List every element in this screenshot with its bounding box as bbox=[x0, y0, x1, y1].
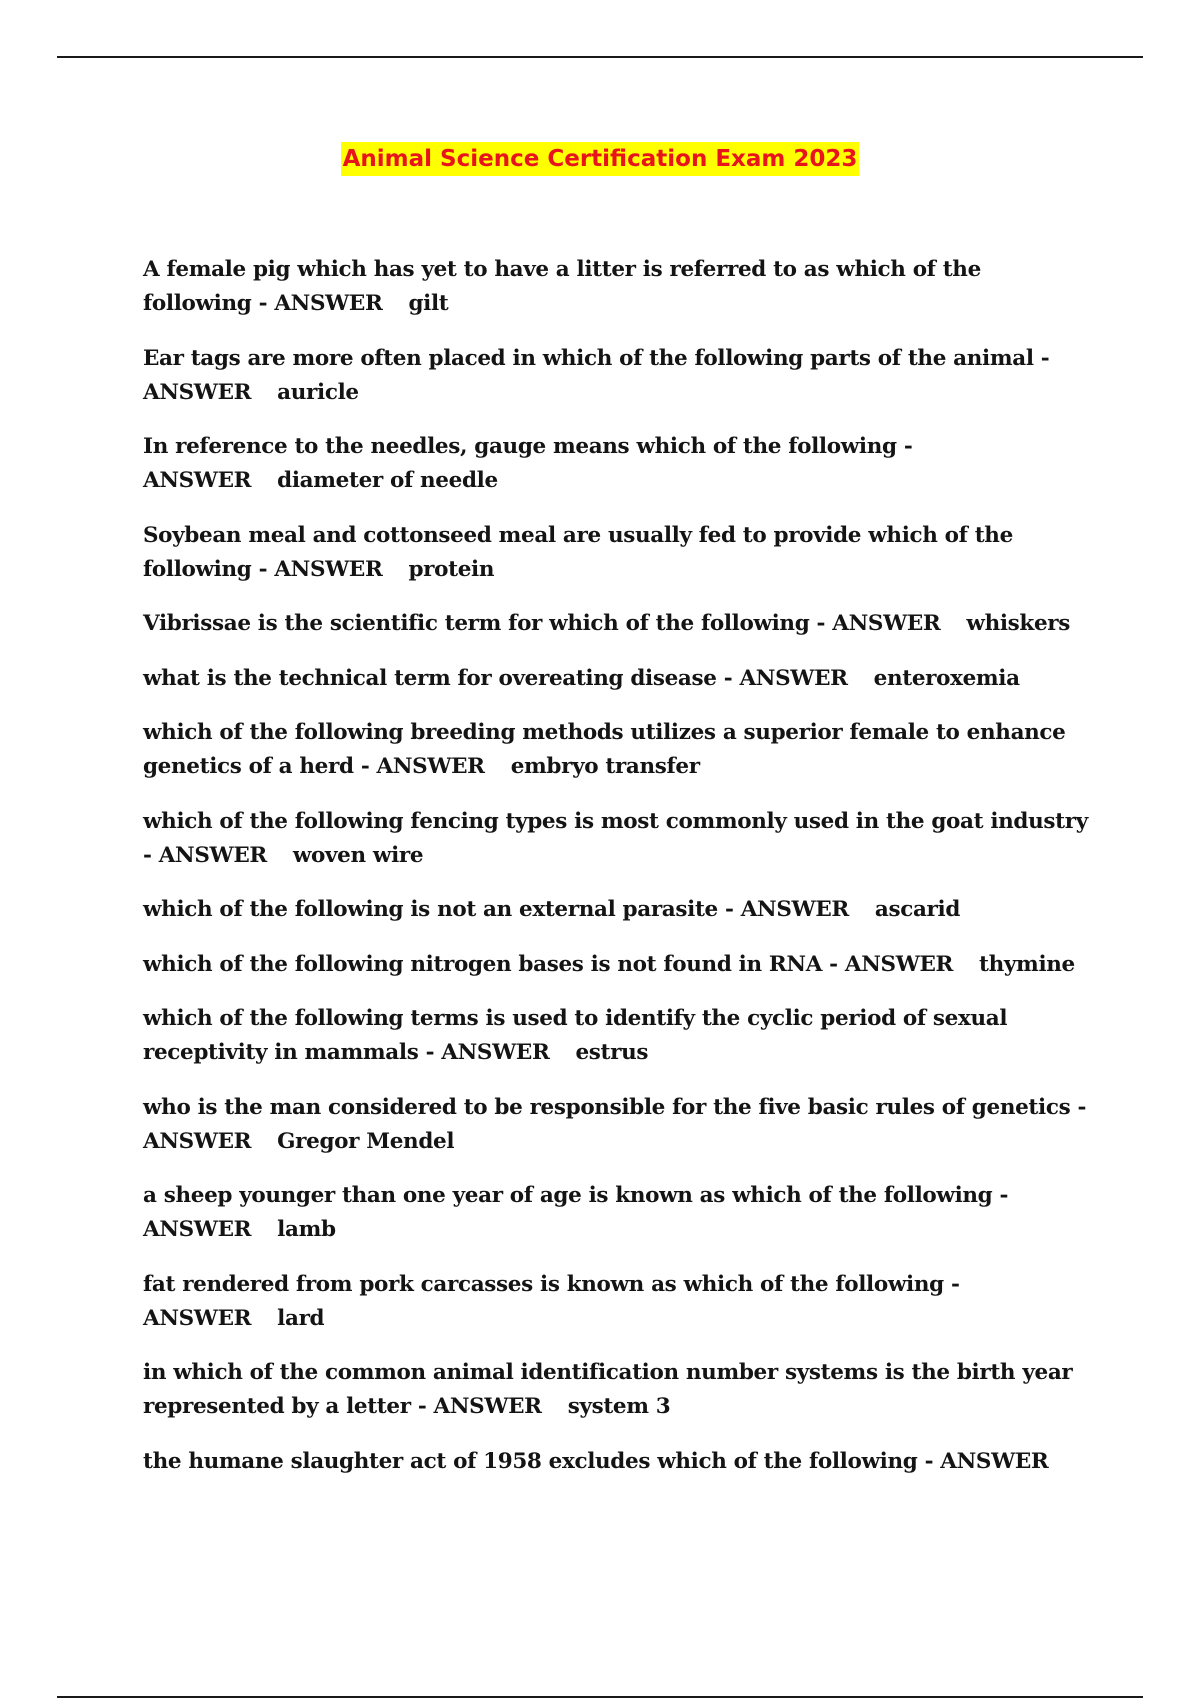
question-text: which of the following fencing types is most commonly used in the goat industry bbox=[143, 808, 1088, 834]
bottom-rule bbox=[57, 1696, 1143, 1698]
answer-text: gilt bbox=[408, 291, 449, 316]
qa-item bbox=[143, 1268, 1093, 1336]
answer-separator: - ANSWER bbox=[723, 665, 848, 691]
answer-separator: - ANSWER bbox=[417, 1394, 542, 1419]
answer-text: system 3 bbox=[567, 1394, 671, 1419]
document-title: Animal Science Certification Exam 2023 bbox=[341, 142, 860, 176]
question-text: the humane slaughter act of 1958 excludes which of the following bbox=[143, 1448, 918, 1474]
question-text: what is the technical term for overeating disease bbox=[143, 665, 717, 691]
answer-separator: - ANSWER bbox=[725, 897, 849, 922]
answer-separator: - ANSWER bbox=[924, 1448, 1049, 1474]
answer-separator: - ANSWER bbox=[143, 434, 913, 493]
answer-separator: - ANSWER bbox=[143, 345, 1050, 405]
question-text: which of the following terms is used to identify the cyclic period of sexual receptivity in mammals bbox=[143, 1006, 1008, 1065]
answer-text: enteroxemia bbox=[873, 665, 1020, 691]
qa-item bbox=[143, 716, 1093, 784]
qa-item bbox=[143, 662, 1093, 696]
qa-item bbox=[143, 893, 1093, 927]
question-text: who is the man considered to be responsible for the five basic rules of genetics bbox=[143, 1094, 1071, 1120]
answer-separator: - ANSWER bbox=[425, 1040, 550, 1065]
question-text: which of the following breeding methods utilizes a superior female to enhance genetics of a herd bbox=[143, 720, 1066, 779]
question-text: Vibrissae is the scientific term for which of the following bbox=[143, 611, 810, 636]
answer-separator: - ANSWER bbox=[143, 1094, 1087, 1154]
question-text: a sheep younger than one year of age is known as which of the following bbox=[143, 1183, 993, 1208]
qa-item bbox=[143, 805, 1093, 873]
answer-text: lard bbox=[277, 1305, 325, 1331]
answer-separator: - ANSWER bbox=[360, 754, 485, 779]
answer-text: Gregor Mendel bbox=[277, 1128, 455, 1154]
answer-text: lamb bbox=[277, 1217, 336, 1242]
answer-text: woven wire bbox=[292, 842, 424, 868]
qa-item bbox=[143, 253, 1093, 321]
answer-text: thymine bbox=[979, 951, 1075, 977]
question-list bbox=[143, 253, 1093, 1499]
qa-item bbox=[143, 948, 1093, 982]
qa-item bbox=[143, 1179, 1093, 1247]
answer-separator: - ANSWER bbox=[258, 556, 383, 582]
qa-item bbox=[143, 1091, 1093, 1159]
answer-text: whiskers bbox=[966, 611, 1071, 636]
answer-separator: - ANSWER bbox=[816, 611, 941, 636]
question-text: In reference to the needles, gauge means which of the following bbox=[143, 434, 897, 459]
qa-item bbox=[143, 1002, 1093, 1070]
answer-text: embryo transfer bbox=[510, 754, 700, 779]
answer-text: protein bbox=[408, 556, 495, 582]
answer-text: diameter of needle bbox=[277, 468, 498, 493]
answer-separator: - ANSWER bbox=[143, 842, 267, 868]
title-container bbox=[0, 142, 1200, 176]
question-text: in which of the common animal identification number systems is the birth year represented by a letter bbox=[143, 1360, 1073, 1419]
top-rule bbox=[57, 56, 1143, 58]
qa-item bbox=[143, 342, 1093, 410]
answer-separator: - ANSWER bbox=[143, 1183, 1009, 1242]
question-text: fat rendered from pork carcasses is known as which of the following bbox=[143, 1271, 944, 1297]
answer-separator: - ANSWER bbox=[829, 951, 954, 977]
question-text: Soybean meal and cottonseed meal are usually fed to provide which of the following bbox=[143, 522, 1013, 582]
answer-text: ascarid bbox=[874, 897, 961, 922]
qa-item bbox=[143, 1445, 1093, 1479]
qa-item bbox=[143, 430, 1093, 498]
qa-item bbox=[143, 519, 1093, 587]
qa-item bbox=[143, 607, 1093, 641]
qa-item bbox=[143, 1356, 1093, 1424]
answer-separator: - ANSWER bbox=[258, 291, 383, 316]
question-text: A female pig which has yet to have a litter is referred to as which of the following bbox=[143, 257, 981, 316]
answer-text: estrus bbox=[575, 1040, 649, 1065]
answer-separator: - ANSWER bbox=[143, 1271, 960, 1331]
question-text: which of the following is not an external parasite bbox=[143, 897, 718, 922]
question-text: which of the following nitrogen bases is not found in RNA bbox=[143, 951, 823, 977]
question-text: Ear tags are more often placed in which of the following parts of the animal bbox=[143, 345, 1034, 371]
answer-text: auricle bbox=[277, 379, 359, 405]
